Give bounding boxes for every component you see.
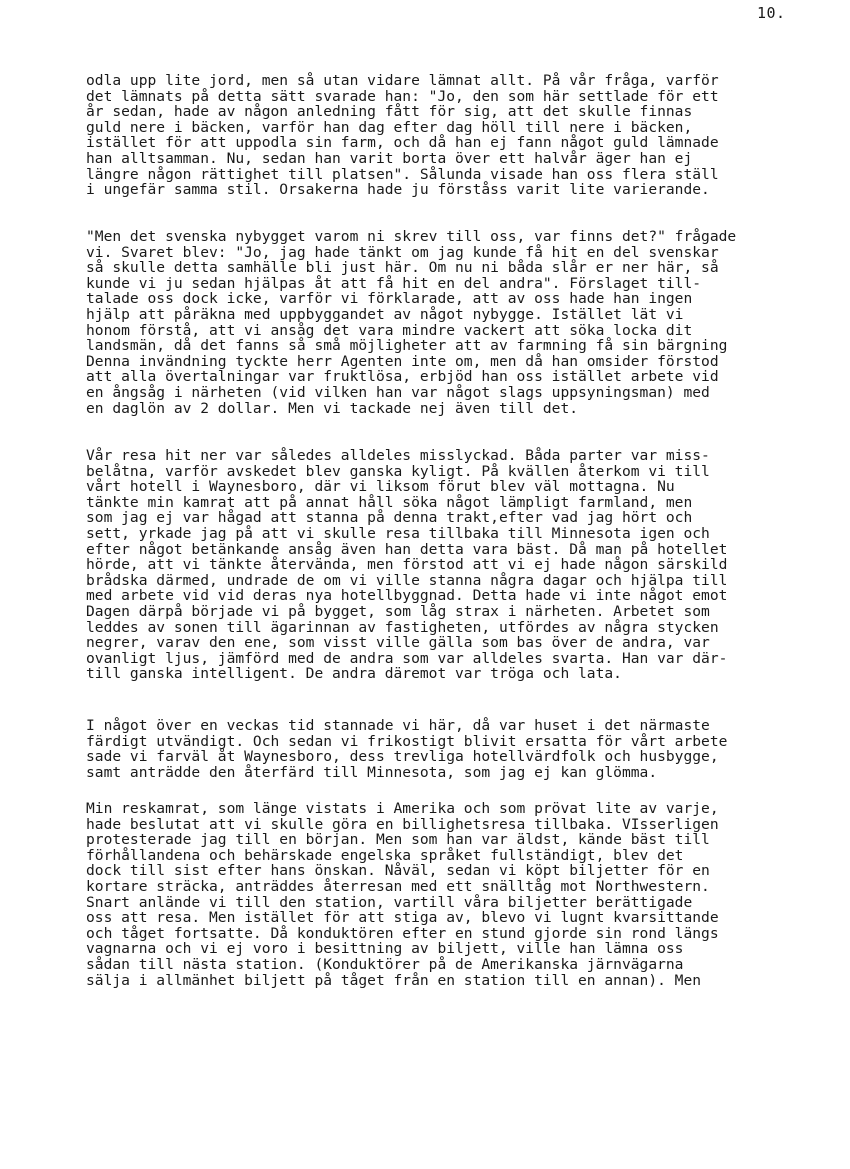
text-line: efter något betänkande ansåg även han detta vara bäst. Då man på hotellet (86, 540, 728, 558)
text-line: guld nere i bäcken, varför han dag efter dag höll till nere i bäcken, (86, 118, 693, 136)
text-line: i ungefär samma stil. Orsakerna hade ju förståss varit lite varierande. (86, 181, 710, 199)
paragraph (86, 448, 834, 682)
text-line: och tåget fortsatte. Då konduktören efter en stund gjorde sin rond längs (86, 924, 719, 942)
text-line: samt anträdde den återfärd till Minnesota, som jag ej kan glömma. (86, 763, 658, 781)
text-line: Vår resa hit ner var således alldeles misslyckad. Båda parter var miss- (86, 447, 710, 464)
text-line: år sedan, hade av någon anledning fått för sig, att det skulle finnas (86, 103, 693, 121)
text-line: med arbete vid vid deras nya hotellbyggnad. Detta hade vi inte något emot (86, 587, 728, 605)
text-line: honom förstå, att vi ansåg det vara mindre vackert att söka locka dit (86, 321, 693, 339)
text-line: "Men det svenska nybygget varom ni skrev till oss, var finns det?" frågade (86, 228, 737, 245)
text-line: kortare sträcka, anträddes återresan med ett snälltåg mot Northwestern. (86, 877, 710, 895)
text-line: hjälp att påräkna med uppbyggandet av något nybygge. Istället lät vi (86, 305, 684, 323)
text-line: Denna invändning tyckte herr Agenten inte om, men då han omsider förstod (86, 352, 719, 370)
text-line: en daglön av 2 dollar. Men vi tackade nej även till det. (86, 399, 579, 417)
text-line: hade beslutat att vi skulle göra en billighetsresa tillbaka. VIsserligen (86, 815, 719, 833)
text-line: ovanligt ljus, jämförd med de andra som var alldeles svarta. Han var där- (86, 649, 728, 667)
text-line: protesterade jag till en början. Men som han var äldst, kände bäst till (86, 831, 710, 849)
text-line: det lämnats på detta sätt svarade han: "Jo, den som här settlade för ett (86, 87, 719, 105)
text-line: kunde vi ju sedan hjälpas åt att få hit en del andra". Förslaget till- (86, 274, 702, 292)
text-line: förhållandena och behärskade engelska språket fullständigt, blev det (86, 846, 684, 864)
text-line: Snart anlände vi till den station, vartill våra biljetter berättigade (86, 893, 693, 911)
text-line: brådska därmed, undrade de om vi ville stanna några dagar och hjälpa till (86, 571, 728, 589)
text-line: talade oss dock icke, varför vi förklarade, att av oss hade han ingen (86, 290, 693, 308)
text-line: vårt hotell i Waynesboro, där vi liksom förut blev väl mottagna. Nu (86, 478, 675, 496)
text-line: sådan till nästa station. (Konduktörer på de Amerikanska järnvägarna (86, 955, 684, 973)
paragraph (86, 718, 834, 780)
text-line: hörde, att vi tänkte återvända, men förstod att vi ej hade någon särskild (86, 556, 728, 574)
paragraph (86, 73, 834, 198)
text-line: oss att resa. Men istället för att stiga av, blevo vi lugnt kvarsittande (86, 909, 719, 927)
text-line: så skulle detta samhälle bli just här. Om nu ni båda slår er ner här, så (86, 259, 719, 277)
page-number: 10. (757, 4, 786, 22)
text-line: som jag ej var hågad att stanna på denna trakt,efter vad jag hört och (86, 509, 693, 527)
text-line: sade vi farväl åt Waynesboro, dess trevliga hotellvärdfolk och husbygge, (86, 748, 719, 766)
text-line: till ganska intelligent. De andra däremot var tröga och lata. (86, 665, 622, 683)
text-line: belåtna, varför avskedet blev ganska kyligt. På kvällen återkom vi till (86, 462, 710, 480)
text-line: dock till sist efter hans önskan. Nåväl, sedan vi köpt biljetter för en (86, 862, 710, 880)
text-line: Dagen därpå började vi på bygget, som låg strax i närheten. Arbetet som (86, 602, 710, 620)
text-line: sett, yrkade jag på att vi skulle resa tillbaka till Minnesota igen och (86, 524, 710, 542)
text-line: leddes av sonen till ägarinnan av fastigheten, utfördes av några stycken (86, 618, 719, 636)
paragraph (86, 229, 834, 416)
text-line: Min reskamrat, som länge vistats i Amerika och som prövat lite av varje, (86, 800, 719, 817)
text-line: landsmän, då det fanns så små möjligheter att av farmning få sin bärgning (86, 337, 728, 355)
text-line: han alltsamman. Nu, sedan han varit borta över ett halvår äger han ej (86, 149, 693, 167)
text-line: odla upp lite jord, men så utan vidare lämnat allt. På vår fråga, varför (86, 72, 719, 89)
text-line: tänkte min kamrat att på annat håll söka något lämpligt farmland, men (86, 493, 693, 511)
text-line: sälja i allmänhet biljett på tåget från en station till en annan). Men (86, 971, 702, 989)
text-line: vi. Svaret blev: "Jo, jag hade tänkt om jag kunde få hit en del svenskar (86, 243, 719, 261)
text-line: I något över en veckas tid stannade vi här, då var huset i det närmaste (86, 717, 710, 734)
text-line: istället för att uppodla sin farm, och då han ej fann något guld lämnade (86, 134, 719, 152)
text-line: negrer, varav den ene, som visst ville gälla som bas över de andra, var (86, 634, 710, 652)
paragraph (86, 801, 834, 988)
text-line: en ångsåg i närheten (vid vilken han var något slags uppsyningsman) med (86, 383, 710, 401)
text-line: längre någon rättighet till platsen". Sålunda visade han oss flera ställ (86, 165, 719, 183)
text-line: vagnarna och vi ej voro i besittning av biljett, ville han lämna oss (86, 940, 684, 958)
text-line: färdigt utvändigt. Och sedan vi frikostigt blivit ersatta för vårt arbete (86, 732, 728, 750)
text-line: att alla övertalningar var fruktlösa, erbjöd han oss istället arbete vid (86, 368, 719, 386)
